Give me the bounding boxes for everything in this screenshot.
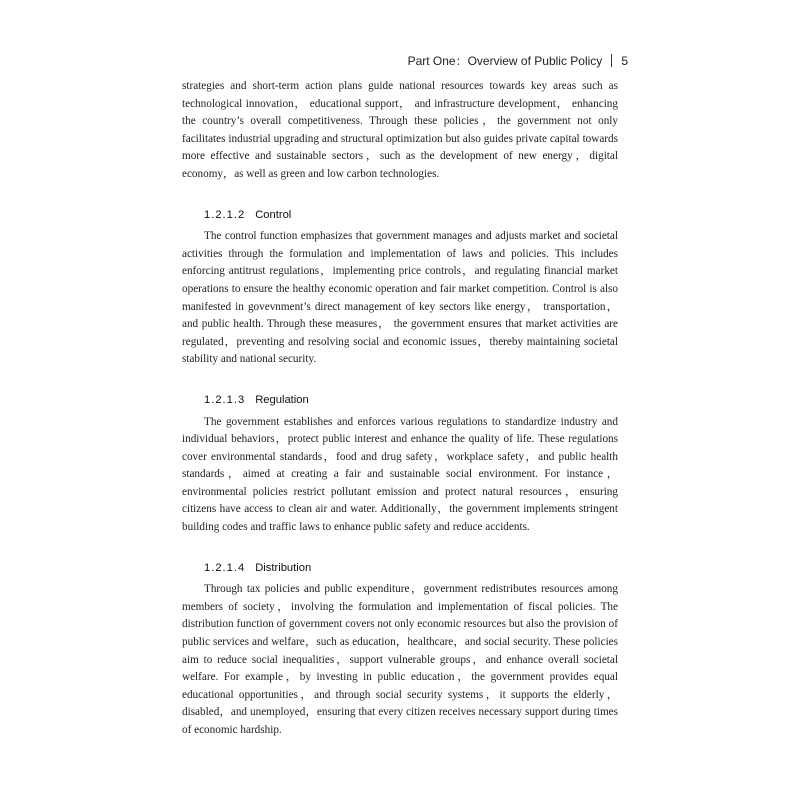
- section-title: Regulation: [255, 393, 309, 406]
- section-paragraph-regulation: The government establishes and enforces various regulations to standardize industry and individual behaviors，protect public interest and enhance the quality of life. These regulations cover environmental standards，food and drug safety，workplace safety，and public health standards，aimed at creating a fair and sustainable social environment. For instance，environmental policies restrict pollutant emission and protect natural resources，ensuring citizens have access to clean air and water. Additionally，the government implements stringent building codes and traffic laws to enhance public safety and reduce accidents.: [182, 415, 618, 534]
- section-heading-distribution: [182, 560, 618, 578]
- section-paragraph-distribution: Through tax policies and public expenditure，government redistributes resources among members of society，involving the formulation and implementation of fiscal policies. The distribution function of government covers not only economic resources but also the provision of public services and welfare，such as education，healthcare，and social security. These policies aim to reduce social inequalities，support vulnerable groups，and enhance overall societal welfare. For example，by investing in public education，the government provides equal educational opportunities，and through social security systems，it supports the elderly，disabled，and unemployed，ensuring that every citizen receives necessary support during times of economic hardship.: [182, 583, 618, 736]
- running-title: Part One：Overview of Public Policy: [407, 54, 603, 68]
- section-paragraph-control: The control function emphasizes that government manages and adjusts market and societal activities through the formulation and implementation of laws and policies. This includes enforcing antitrust regulations，implementing price controls，and regulating financial market operations to ensure the healthy economic operation and fair market competition. Control is also manifested in govevnment’s direct management of key sectors like energy， transportation， and public health. Through these measures， the government ensures that market activities are regulated，preventing and resolving social and economic issues，thereby maintaining societal stability and national security.: [182, 230, 618, 366]
- page-body: [182, 78, 618, 740]
- page-number: 5: [621, 53, 628, 68]
- section-number: 1.2.1.3: [204, 393, 246, 406]
- section-number: 1.2.1.2: [204, 208, 246, 221]
- intro-paragraph: strategies and short-term action plans guide national resources towards key areas such as technological innovation， educational support， and infrastructure development， enhancing the country’s overall competitiveness. Through these policies，the government not only facilitates industrial upgrading and structural optimization but also guides private capital towards more effective and sustainable sectors，such as the development of new energy，digital economy，as well as green and low carbon technologies.: [182, 80, 618, 180]
- header-divider: [611, 54, 612, 67]
- section-number: 1.2.1.4: [204, 561, 246, 574]
- section-heading-regulation: [182, 392, 618, 410]
- section-title: Distribution: [255, 561, 312, 574]
- section-heading-control: [182, 207, 618, 225]
- section-title: Control: [255, 208, 292, 221]
- running-header: [408, 52, 628, 69]
